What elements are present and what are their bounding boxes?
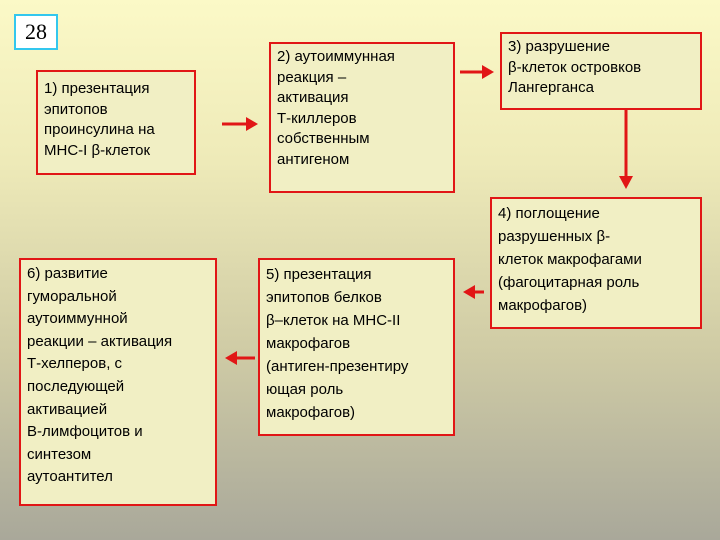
step-5-text: 5) презентация эпитопов белков β–клеток на MHC-II макрофагов (антиген-презентиру ющая роль макрофагов) <box>266 266 409 421</box>
arrow-left-icon <box>463 285 484 299</box>
slide-number-label: 28 <box>25 19 47 44</box>
step-3-text: 3) разрушение β-клеток островков Лангерганса <box>508 38 642 96</box>
arrow-down-icon <box>619 110 633 189</box>
step-1-text: 1) презентация эпитопов проинсулина на MHC-I β-клеток <box>44 80 155 159</box>
step-6-text: 6) развитие гуморальной аутоиммунной реакции – активация Т-хелперов, с последующей активацией В-лимфоцитов и синтезом аутоантител <box>27 265 173 486</box>
step-2-text: 2) аутоиммунная реакция – активация Т-киллеров собственным антигеном <box>277 48 395 168</box>
step-4-text: 4) поглощение разрушенных β- клеток макрофагами (фагоцитарная роль макрофагов) <box>498 205 642 314</box>
arrow-right-icon <box>222 117 258 131</box>
arrow-left-icon <box>225 351 255 365</box>
arrow-right-icon <box>460 65 494 79</box>
